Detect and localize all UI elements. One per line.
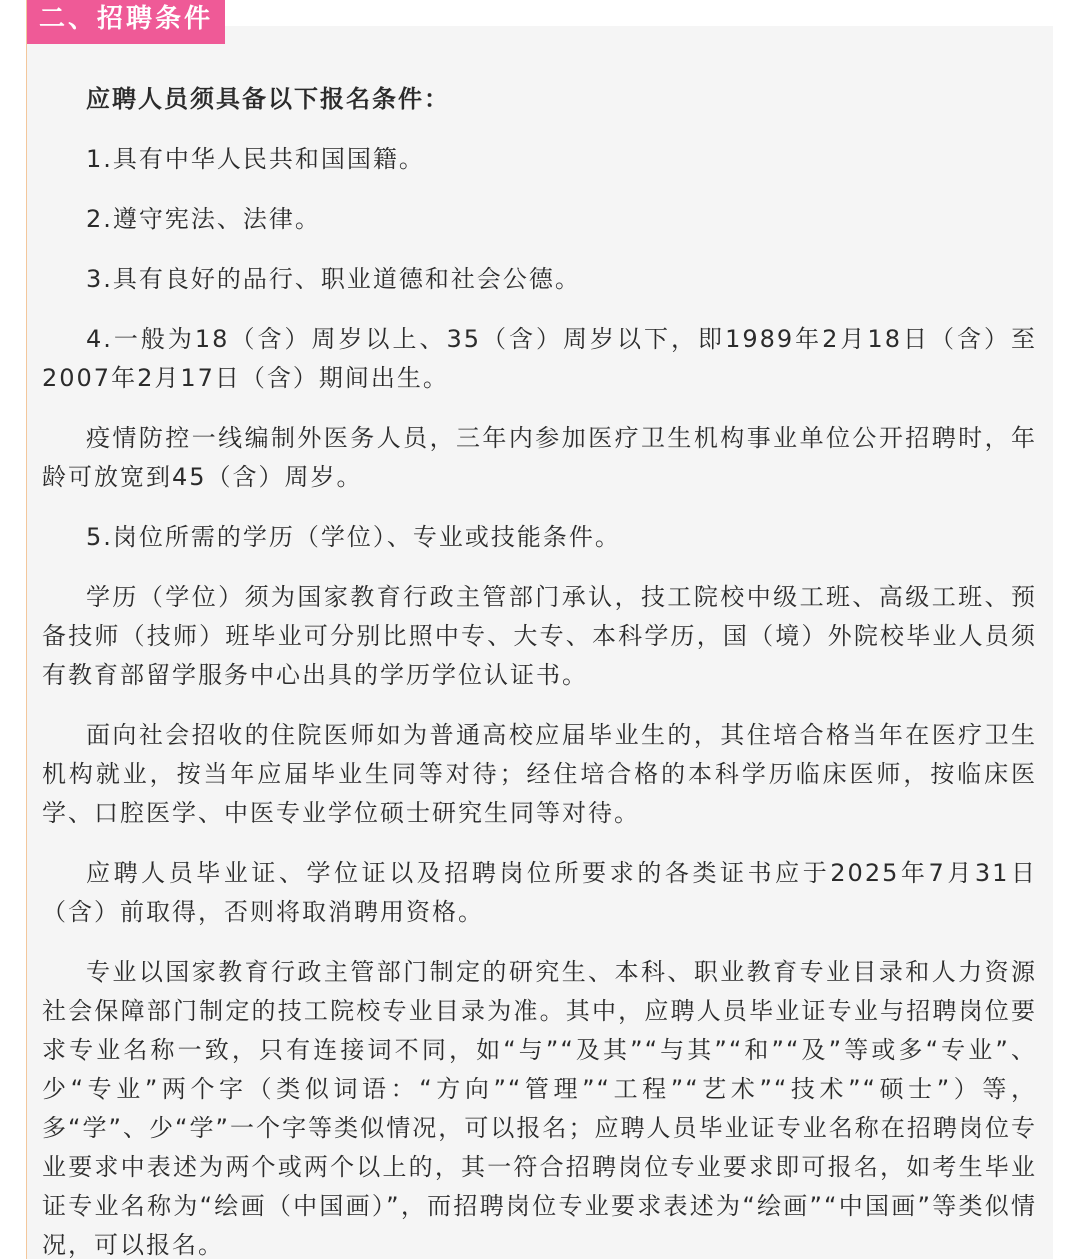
intro-heading: 应聘人员须具备以下报名条件： <box>86 85 450 113</box>
recruitment-conditions-content <box>27 26 1053 1259</box>
certificate-deadline-note: 应聘人员毕业证、学位证以及招聘岗位所要求的各类证书应于2025年7月31日（含）前取得，否则将取消聘用资格。 <box>42 859 1037 926</box>
condition-age: 4.一般为18（含）周岁以上、35（含）周岁以下，即1989年2月18日（含）至2007年2月17日（含）期间出生。 <box>42 325 1037 392</box>
section-title-tag: 二、招聘条件 <box>27 0 225 44</box>
age-exception-note: 疫情防控一线编制外医务人员，三年内参加医疗卫生机构事业单位公开招聘时，年龄可放宽到45（含）周岁。 <box>42 424 1037 491</box>
major-catalog-note: 专业以国家教育行政主管部门制定的研究生、本科、职业教育专业目录和人力资源社会保障部门制定的技工院校专业目录为准。其中，应聘人员毕业证专业与招聘岗位要求专业名称一致，只有连接词不同，如“与”“及其”“与其”“和”“及”等或多“专业”、少“专业”两个字（类似词语：“方向”“管理”“工程”“艺术”“技术”“硕士”）等，多“学”、少“学”一个字等类似情况，可以报名；应聘人员毕业证专业名称在招聘岗位专业要求中表述为两个或两个以上的，其一符合招聘岗位专业要求即可报名，如考生毕业证专业名称为“绘画（中国画）”，而招聘岗位专业要求表述为“绘画”“中国画”等类似情况，可以报名。 <box>42 958 1037 1259</box>
resident-physician-note: 面向社会招收的住院医师如为普通高校应届毕业生的，其住培合格当年在医疗卫生机构就业，按当年应届毕业生同等对待；经住培合格的本科学历临床医师，按临床医学、口腔医学、中医专业学位硕士研究生同等对待。 <box>42 721 1037 827</box>
condition-ethics: 3.具有良好的品行、职业道德和社会公德。 <box>86 265 581 293</box>
condition-education: 5.岗位所需的学历（学位）、专业或技能条件。 <box>86 523 621 551</box>
condition-law: 2.遵守宪法、法律。 <box>86 205 321 233</box>
education-recognition-note: 学历（学位）须为国家教育行政主管部门承认，技工院校中级工班、高级工班、预备技师（技师）班毕业可分别比照中专、大专、本科学历，国（境）外院校毕业人员须有教育部留学服务中心出具的学历学位认证书。 <box>42 583 1037 689</box>
condition-nationality: 1.具有中华人民共和国国籍。 <box>86 145 425 173</box>
